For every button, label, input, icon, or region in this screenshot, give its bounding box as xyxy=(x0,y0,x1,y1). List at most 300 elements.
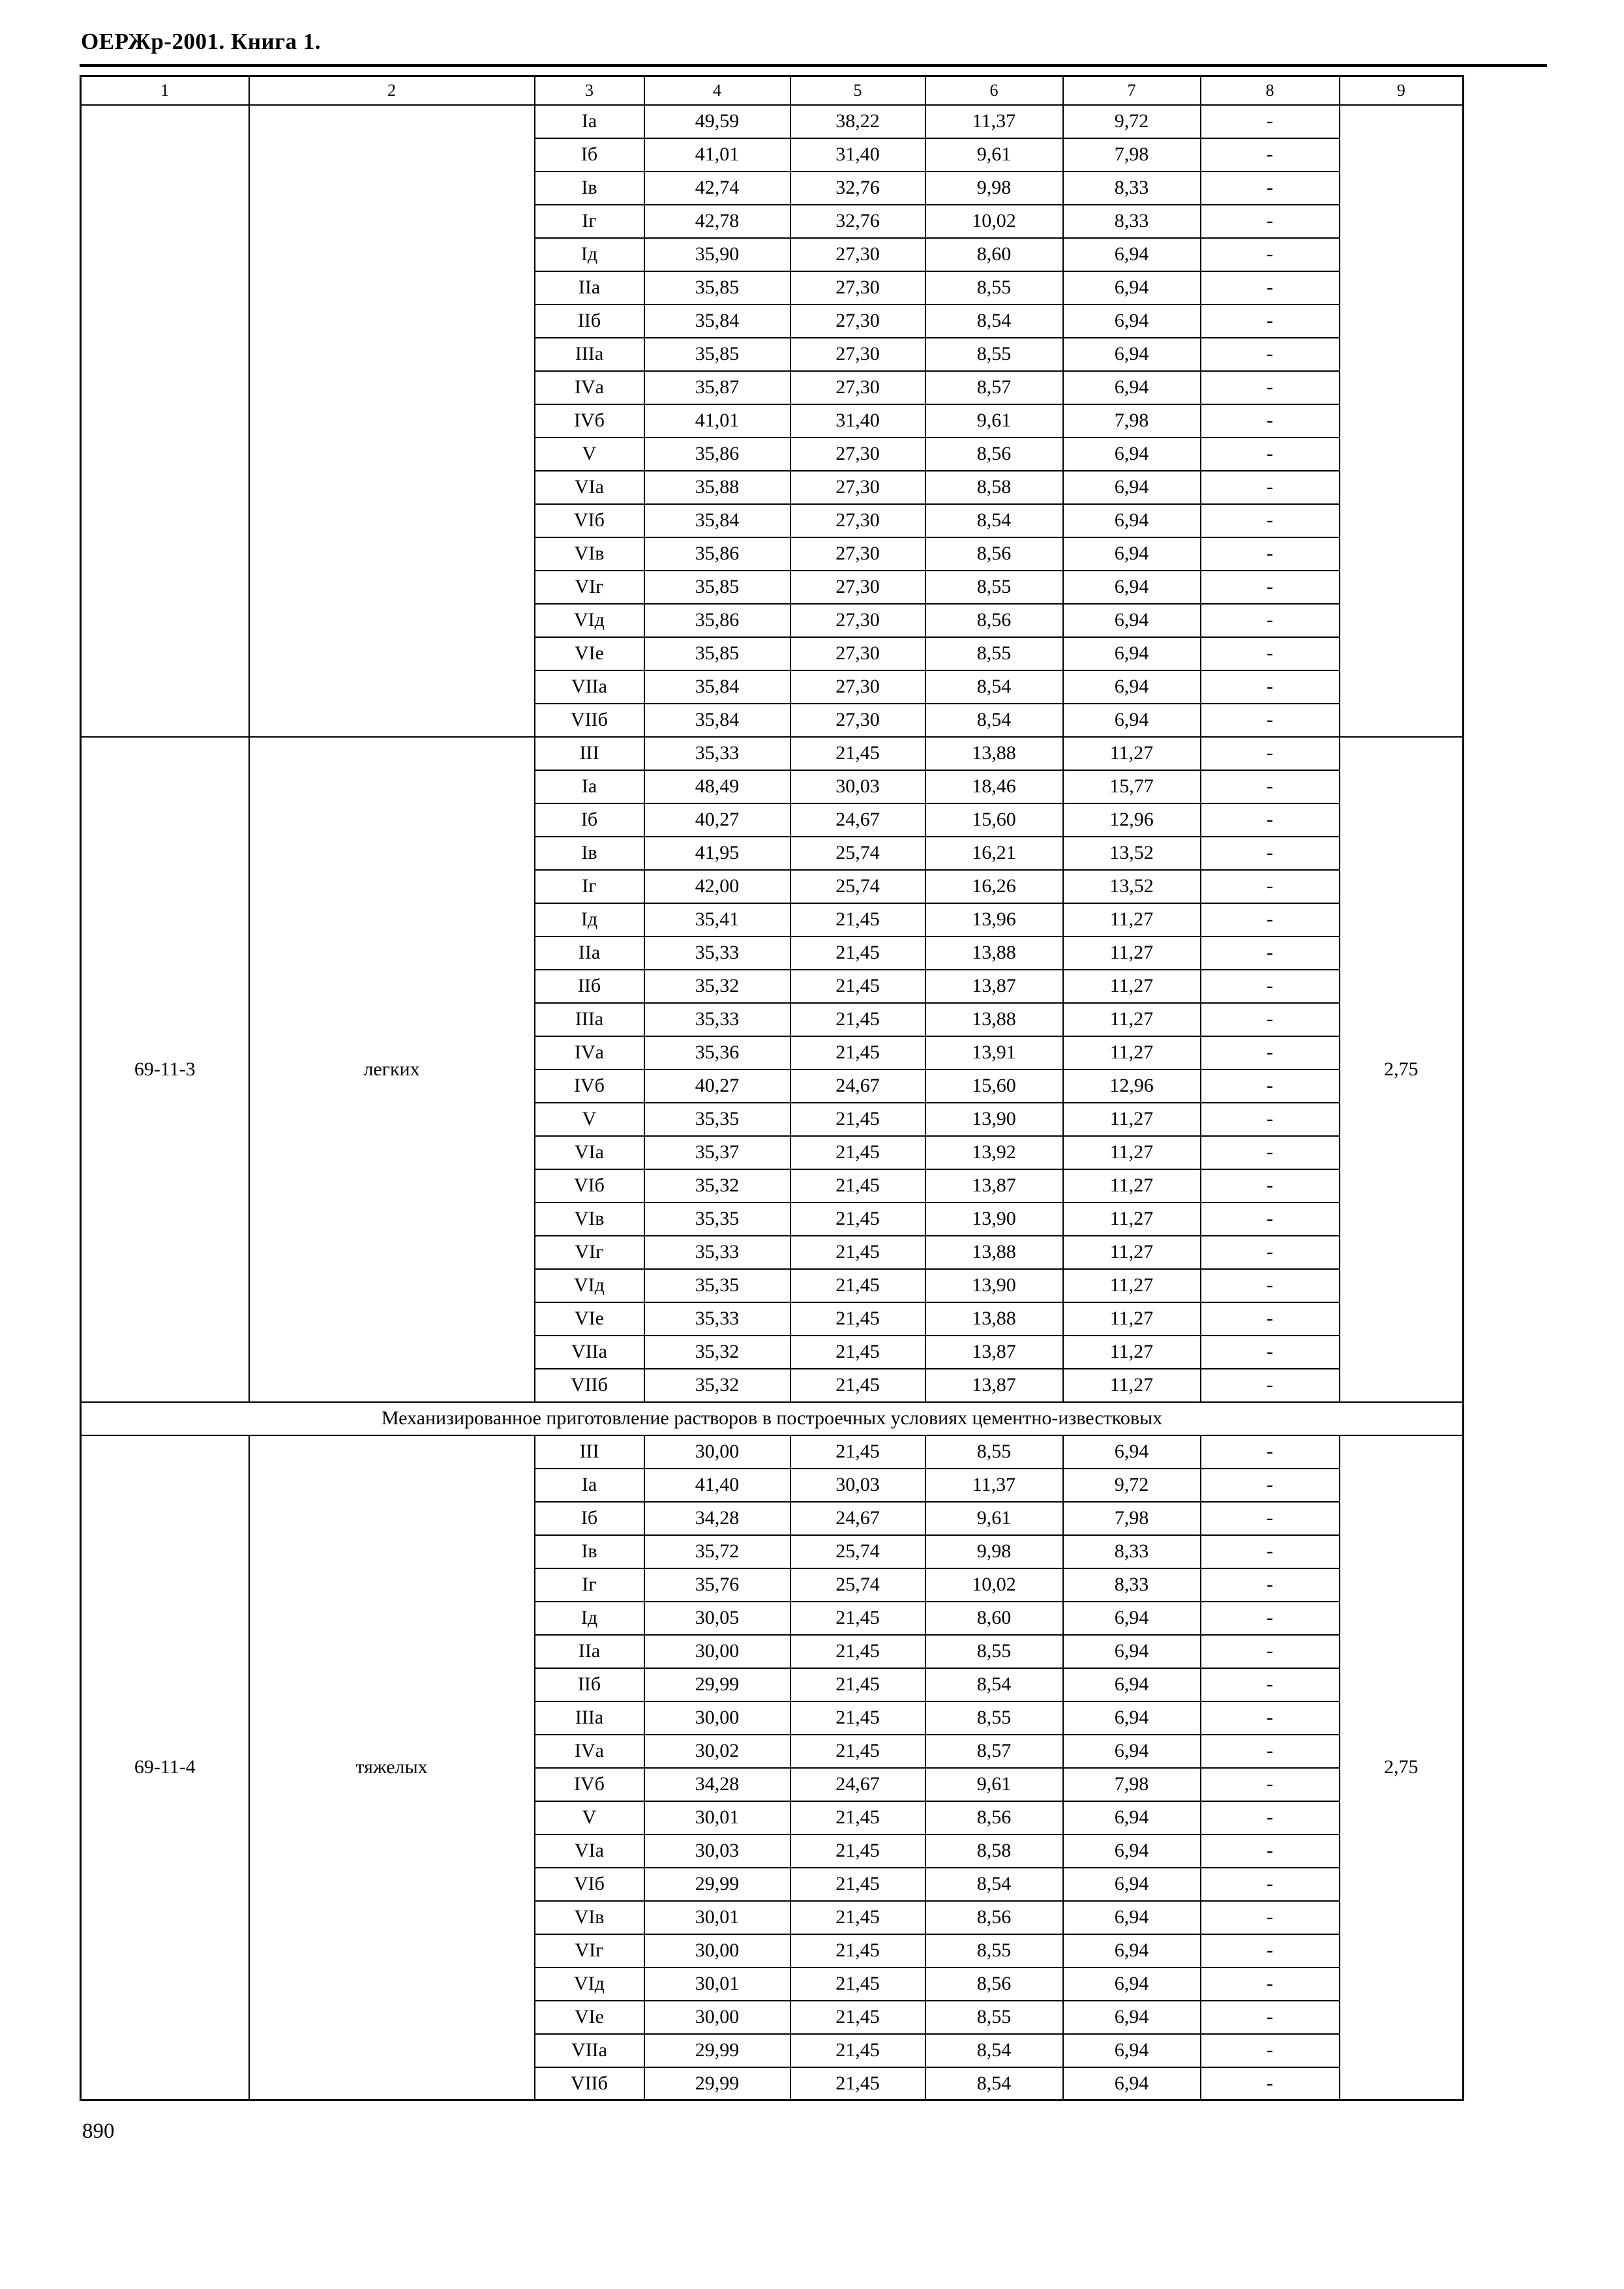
value-cell: 35,32 xyxy=(644,1169,790,1203)
separator-row xyxy=(81,1402,1464,1435)
value-cell: - xyxy=(1201,1103,1340,1136)
value-cell: 6,94 xyxy=(1063,471,1201,504)
value-cell: 8,55 xyxy=(925,637,1063,670)
value-cell: 21,45 xyxy=(790,1302,925,1336)
value-cell: 49,59 xyxy=(644,105,790,138)
value-cell: 6,94 xyxy=(1063,2034,1201,2067)
value-cell: 6,94 xyxy=(1063,1934,1201,1967)
name-cell: легких xyxy=(249,737,535,1402)
value-cell: 40,27 xyxy=(644,1070,790,1103)
value-cell: 13,90 xyxy=(925,1103,1063,1136)
value-cell: 35,32 xyxy=(644,970,790,1003)
value-cell: 13,92 xyxy=(925,1136,1063,1169)
value-cell: 18,46 xyxy=(925,770,1063,803)
value-cell: 21,45 xyxy=(790,1834,925,1868)
value-cell: 35,84 xyxy=(644,504,790,537)
value-cell: 35,72 xyxy=(644,1535,790,1568)
value-cell: - xyxy=(1201,238,1340,271)
value-cell: 12,96 xyxy=(1063,803,1201,837)
value-cell: 32,76 xyxy=(790,205,925,238)
value-cell: - xyxy=(1201,936,1340,970)
header-rule xyxy=(80,64,1547,67)
value-cell: 30,03 xyxy=(790,770,925,803)
value-cell: 35,37 xyxy=(644,1136,790,1169)
value-cell: 41,40 xyxy=(644,1469,790,1502)
name-cell xyxy=(249,105,535,737)
value-cell: 35,33 xyxy=(644,936,790,970)
value-cell: 6,94 xyxy=(1063,504,1201,537)
factor-cell xyxy=(1340,105,1464,737)
value-cell: 30,02 xyxy=(644,1735,790,1768)
zone-cell: VIIб xyxy=(535,2067,644,2101)
column-number-cell: 4 xyxy=(644,76,790,105)
value-cell: 21,45 xyxy=(790,1668,925,1701)
zone-cell: VIд xyxy=(535,604,644,637)
value-cell: 35,85 xyxy=(644,637,790,670)
column-number-cell: 2 xyxy=(249,76,535,105)
zone-cell: IIб xyxy=(535,970,644,1003)
value-cell: 6,94 xyxy=(1063,1834,1201,1868)
zone-cell: IIа xyxy=(535,271,644,305)
value-cell: 11,37 xyxy=(925,105,1063,138)
zone-cell: VIг xyxy=(535,1236,644,1269)
value-cell: - xyxy=(1201,1003,1340,1036)
value-cell: 27,30 xyxy=(790,670,925,704)
value-cell: 35,35 xyxy=(644,1203,790,1236)
value-cell: 6,94 xyxy=(1063,1602,1201,1635)
value-cell: 6,94 xyxy=(1063,371,1201,404)
value-cell: 6,94 xyxy=(1063,1901,1201,1934)
value-cell: 21,45 xyxy=(790,2067,925,2101)
value-cell: - xyxy=(1201,1602,1340,1635)
zone-cell: IVа xyxy=(535,1036,644,1070)
value-cell: 13,52 xyxy=(1063,870,1201,903)
zone-cell: VIв xyxy=(535,1203,644,1236)
value-cell: 16,21 xyxy=(925,837,1063,870)
zone-cell: VIIб xyxy=(535,704,644,737)
value-cell: 35,87 xyxy=(644,371,790,404)
value-cell: - xyxy=(1201,1768,1340,1801)
value-cell: - xyxy=(1201,1435,1340,1469)
value-cell: 8,60 xyxy=(925,1602,1063,1635)
zone-cell: IVа xyxy=(535,1735,644,1768)
value-cell: 40,27 xyxy=(644,803,790,837)
value-cell: 6,94 xyxy=(1063,438,1201,471)
value-cell: 27,30 xyxy=(790,637,925,670)
zone-cell: Iд xyxy=(535,238,644,271)
value-cell: 6,94 xyxy=(1063,271,1201,305)
value-cell: - xyxy=(1201,770,1340,803)
value-cell: 13,87 xyxy=(925,1169,1063,1203)
value-cell: 8,54 xyxy=(925,670,1063,704)
value-cell: 21,45 xyxy=(790,1735,925,1768)
value-cell: - xyxy=(1201,438,1340,471)
value-cell: - xyxy=(1201,737,1340,770)
value-cell: - xyxy=(1201,604,1340,637)
value-cell: 8,56 xyxy=(925,1967,1063,2001)
value-cell: 12,96 xyxy=(1063,1070,1201,1103)
value-cell: 6,94 xyxy=(1063,1735,1201,1768)
value-cell: 7,98 xyxy=(1063,138,1201,172)
separator-cell: Механизированное приготовление растворов в построечных условиях цементно-известковых xyxy=(81,1402,1464,1435)
value-cell: - xyxy=(1201,1568,1340,1602)
value-cell: - xyxy=(1201,371,1340,404)
value-cell: 16,26 xyxy=(925,870,1063,903)
zone-cell: IVб xyxy=(535,404,644,438)
zone-cell: IIб xyxy=(535,1668,644,1701)
zone-cell: Iд xyxy=(535,903,644,936)
value-cell: 13,90 xyxy=(925,1203,1063,1236)
zone-cell: VIб xyxy=(535,504,644,537)
value-cell: 8,54 xyxy=(925,1868,1063,1901)
value-cell: 29,99 xyxy=(644,2067,790,2101)
zone-cell: III xyxy=(535,737,644,770)
zone-cell: VIб xyxy=(535,1868,644,1901)
zone-cell: VIIа xyxy=(535,1336,644,1369)
value-cell: - xyxy=(1201,1635,1340,1668)
value-cell: - xyxy=(1201,803,1340,837)
value-cell: 27,30 xyxy=(790,338,925,371)
value-cell: - xyxy=(1201,2034,1340,2067)
value-cell: 13,96 xyxy=(925,903,1063,936)
zone-cell: IIIа xyxy=(535,1003,644,1036)
value-cell: 8,33 xyxy=(1063,1568,1201,1602)
zone-cell: VIа xyxy=(535,471,644,504)
value-cell: - xyxy=(1201,1701,1340,1735)
zone-cell: VIв xyxy=(535,537,644,571)
code-cell: 69-11-4 xyxy=(81,1435,249,2101)
zone-cell: III xyxy=(535,1435,644,1469)
value-cell: 29,99 xyxy=(644,1668,790,1701)
value-cell: 30,00 xyxy=(644,1934,790,1967)
value-cell: - xyxy=(1201,537,1340,571)
zone-cell: IIб xyxy=(535,305,644,338)
value-cell: 27,30 xyxy=(790,471,925,504)
value-cell: 21,45 xyxy=(790,1934,925,1967)
value-cell: 34,28 xyxy=(644,1768,790,1801)
value-cell: - xyxy=(1201,1901,1340,1934)
zone-cell: VIд xyxy=(535,1269,644,1302)
value-cell: 11,27 xyxy=(1063,1203,1201,1236)
value-cell: - xyxy=(1201,1269,1340,1302)
value-cell: 32,76 xyxy=(790,172,925,205)
zone-cell: VIг xyxy=(535,1934,644,1967)
value-cell: - xyxy=(1201,1036,1340,1070)
zone-cell: IVб xyxy=(535,1768,644,1801)
zone-cell: Iа xyxy=(535,770,644,803)
value-cell: - xyxy=(1201,1668,1340,1701)
value-cell: - xyxy=(1201,1834,1340,1868)
value-cell: 8,54 xyxy=(925,704,1063,737)
value-cell: 8,57 xyxy=(925,1735,1063,1768)
value-cell: 27,30 xyxy=(790,604,925,637)
value-cell: 9,61 xyxy=(925,404,1063,438)
value-cell: 24,67 xyxy=(790,803,925,837)
value-cell: - xyxy=(1201,1801,1340,1834)
value-cell: - xyxy=(1201,1868,1340,1901)
value-cell: 6,94 xyxy=(1063,238,1201,271)
value-cell: - xyxy=(1201,138,1340,172)
value-cell: 24,67 xyxy=(790,1502,925,1535)
value-cell: 7,98 xyxy=(1063,404,1201,438)
value-cell: 8,56 xyxy=(925,1901,1063,1934)
value-cell: 21,45 xyxy=(790,1701,925,1735)
value-cell: - xyxy=(1201,1369,1340,1402)
value-cell: - xyxy=(1201,870,1340,903)
value-cell: 21,45 xyxy=(790,2034,925,2067)
summary-row xyxy=(81,737,1464,770)
value-cell: 9,61 xyxy=(925,138,1063,172)
value-cell: 13,91 xyxy=(925,1036,1063,1070)
zone-cell: V xyxy=(535,438,644,471)
value-cell: 13,87 xyxy=(925,970,1063,1003)
value-cell: 30,00 xyxy=(644,1701,790,1735)
value-cell: 35,84 xyxy=(644,704,790,737)
value-cell: 31,40 xyxy=(790,404,925,438)
value-cell: 42,78 xyxy=(644,205,790,238)
value-cell: - xyxy=(1201,1502,1340,1535)
value-cell: 27,30 xyxy=(790,438,925,471)
value-cell: 25,74 xyxy=(790,870,925,903)
zone-cell: IIа xyxy=(535,936,644,970)
column-number-cell: 3 xyxy=(535,76,644,105)
value-cell: - xyxy=(1201,903,1340,936)
value-cell: 35,88 xyxy=(644,471,790,504)
value-cell: 8,33 xyxy=(1063,1535,1201,1568)
zone-cell: VIв xyxy=(535,1901,644,1934)
value-cell: 35,86 xyxy=(644,438,790,471)
value-cell: 35,33 xyxy=(644,1236,790,1269)
value-cell: - xyxy=(1201,704,1340,737)
value-cell: 21,45 xyxy=(790,1868,925,1901)
document-title: ОЕРЖр-2001. Книга 1. xyxy=(81,29,322,54)
value-cell: 25,74 xyxy=(790,1535,925,1568)
zone-cell: V xyxy=(535,1103,644,1136)
zone-cell: VIа xyxy=(535,1834,644,1868)
value-cell: 21,45 xyxy=(790,1435,925,1469)
value-cell: 27,30 xyxy=(790,238,925,271)
value-cell: - xyxy=(1201,970,1340,1003)
factor-cell: 2,75 xyxy=(1340,1435,1464,2101)
value-cell: 8,60 xyxy=(925,238,1063,271)
value-cell: 30,00 xyxy=(644,2001,790,2034)
value-cell: 9,98 xyxy=(925,1535,1063,1568)
value-cell: 21,45 xyxy=(790,1036,925,1070)
value-cell: 21,45 xyxy=(790,2001,925,2034)
value-cell: 15,60 xyxy=(925,803,1063,837)
value-cell: - xyxy=(1201,1236,1340,1269)
value-cell: 35,32 xyxy=(644,1336,790,1369)
value-cell: 11,27 xyxy=(1063,1236,1201,1269)
value-cell: - xyxy=(1201,837,1340,870)
value-cell: 13,87 xyxy=(925,1369,1063,1402)
value-cell: 21,45 xyxy=(790,970,925,1003)
value-cell: 35,86 xyxy=(644,537,790,571)
value-cell: 21,45 xyxy=(790,936,925,970)
value-cell: 8,54 xyxy=(925,1668,1063,1701)
value-cell: 15,60 xyxy=(925,1070,1063,1103)
value-cell: - xyxy=(1201,105,1340,138)
summary-row xyxy=(81,1435,1464,1469)
value-cell: 13,87 xyxy=(925,1336,1063,1369)
value-cell: 35,86 xyxy=(644,604,790,637)
value-cell: 27,30 xyxy=(790,371,925,404)
column-number-cell: 9 xyxy=(1340,76,1464,105)
column-number-cell: 5 xyxy=(790,76,925,105)
column-number-cell: 8 xyxy=(1201,76,1340,105)
value-cell: 13,52 xyxy=(1063,837,1201,870)
value-cell: 8,58 xyxy=(925,471,1063,504)
factor-cell: 2,75 xyxy=(1340,737,1464,1402)
value-cell: - xyxy=(1201,1136,1340,1169)
value-cell: 8,56 xyxy=(925,604,1063,637)
value-cell: 13,88 xyxy=(925,737,1063,770)
value-cell: 31,40 xyxy=(790,138,925,172)
value-cell: 21,45 xyxy=(790,1203,925,1236)
value-cell: 6,94 xyxy=(1063,537,1201,571)
value-cell: - xyxy=(1201,670,1340,704)
value-cell: - xyxy=(1201,1469,1340,1502)
value-cell: 35,33 xyxy=(644,737,790,770)
value-cell: 35,35 xyxy=(644,1103,790,1136)
value-cell: 21,45 xyxy=(790,1336,925,1369)
value-cell: - xyxy=(1201,504,1340,537)
code-cell: 69-11-3 xyxy=(81,737,249,1402)
value-cell: 11,27 xyxy=(1063,970,1201,1003)
value-cell: 9,98 xyxy=(925,172,1063,205)
value-cell: 21,45 xyxy=(790,737,925,770)
column-number-row xyxy=(81,76,1464,105)
zone-cell: Iг xyxy=(535,1568,644,1602)
zone-cell: Iб xyxy=(535,138,644,172)
value-cell: - xyxy=(1201,471,1340,504)
value-cell: 11,27 xyxy=(1063,1103,1201,1136)
value-cell: 11,27 xyxy=(1063,1036,1201,1070)
value-cell: - xyxy=(1201,1967,1340,2001)
value-cell: 27,30 xyxy=(790,704,925,737)
value-cell: 11,27 xyxy=(1063,1302,1201,1336)
value-cell: 35,76 xyxy=(644,1568,790,1602)
value-cell: 8,33 xyxy=(1063,172,1201,205)
norms-table xyxy=(80,75,1464,2101)
value-cell: 42,00 xyxy=(644,870,790,903)
value-cell: 21,45 xyxy=(790,1103,925,1136)
value-cell: 6,94 xyxy=(1063,1801,1201,1834)
value-cell: 10,02 xyxy=(925,1568,1063,1602)
value-cell: 13,90 xyxy=(925,1269,1063,1302)
value-cell: 11,27 xyxy=(1063,1269,1201,1302)
value-cell: 21,45 xyxy=(790,1801,925,1834)
value-cell: 10,02 xyxy=(925,205,1063,238)
value-cell: 13,88 xyxy=(925,1302,1063,1336)
value-cell: 8,58 xyxy=(925,1834,1063,1868)
value-cell: 29,99 xyxy=(644,2034,790,2067)
value-cell: 6,94 xyxy=(1063,637,1201,670)
value-cell: 25,74 xyxy=(790,1568,925,1602)
value-cell: 30,03 xyxy=(790,1469,925,1502)
name-cell: тяжелых xyxy=(249,1435,535,2101)
value-cell: - xyxy=(1201,205,1340,238)
value-cell: 38,22 xyxy=(790,105,925,138)
value-cell: - xyxy=(1201,1336,1340,1369)
value-cell: 41,01 xyxy=(644,404,790,438)
zone-cell: VIг xyxy=(535,571,644,604)
zone-cell: VIд xyxy=(535,1967,644,2001)
value-cell: 6,94 xyxy=(1063,2067,1201,2101)
value-cell: 35,85 xyxy=(644,338,790,371)
value-cell: 8,54 xyxy=(925,504,1063,537)
value-cell: 8,56 xyxy=(925,537,1063,571)
value-cell: - xyxy=(1201,1934,1340,1967)
value-cell: - xyxy=(1201,1203,1340,1236)
value-cell: 8,55 xyxy=(925,1934,1063,1967)
value-cell: 8,56 xyxy=(925,1801,1063,1834)
zone-cell: IIIа xyxy=(535,338,644,371)
value-cell: 8,55 xyxy=(925,1701,1063,1735)
value-cell: 30,00 xyxy=(644,1635,790,1668)
value-cell: 13,88 xyxy=(925,1003,1063,1036)
value-cell: - xyxy=(1201,404,1340,438)
value-cell: - xyxy=(1201,2001,1340,2034)
value-cell: 42,74 xyxy=(644,172,790,205)
value-cell: 13,88 xyxy=(925,1236,1063,1269)
value-cell: 21,45 xyxy=(790,1635,925,1668)
value-cell: 27,30 xyxy=(790,537,925,571)
value-cell: 8,55 xyxy=(925,271,1063,305)
value-cell: 21,45 xyxy=(790,1369,925,1402)
value-cell: 21,45 xyxy=(790,1967,925,2001)
value-cell: 21,45 xyxy=(790,1236,925,1269)
column-number-cell: 6 xyxy=(925,76,1063,105)
value-cell: - xyxy=(1201,1070,1340,1103)
value-cell: - xyxy=(1201,338,1340,371)
zone-cell: VIа xyxy=(535,1136,644,1169)
value-cell: 6,94 xyxy=(1063,604,1201,637)
zone-cell: VIб xyxy=(535,1169,644,1203)
value-cell: 8,55 xyxy=(925,2001,1063,2034)
value-cell: 30,01 xyxy=(644,1801,790,1834)
value-cell: 8,56 xyxy=(925,438,1063,471)
zone-cell: Iа xyxy=(535,105,644,138)
code-cell xyxy=(81,105,249,737)
value-cell: 6,94 xyxy=(1063,1635,1201,1668)
value-cell: 6,94 xyxy=(1063,571,1201,604)
value-cell: 27,30 xyxy=(790,271,925,305)
zone-cell: Iа xyxy=(535,1469,644,1502)
value-cell: 11,27 xyxy=(1063,936,1201,970)
value-cell: 21,45 xyxy=(790,1901,925,1934)
value-cell: 11,27 xyxy=(1063,1169,1201,1203)
zone-cell: Iв xyxy=(535,172,644,205)
value-cell: 7,98 xyxy=(1063,1502,1201,1535)
zone-cell: IVа xyxy=(535,371,644,404)
zone-cell: Iг xyxy=(535,205,644,238)
value-cell: 35,32 xyxy=(644,1369,790,1402)
value-cell: 6,94 xyxy=(1063,1668,1201,1701)
zone-cell: IIIа xyxy=(535,1701,644,1735)
value-cell: 6,94 xyxy=(1063,1701,1201,1735)
value-cell: - xyxy=(1201,571,1340,604)
zone-cell: Iв xyxy=(535,1535,644,1568)
value-cell: 8,57 xyxy=(925,371,1063,404)
value-cell: 8,55 xyxy=(925,1435,1063,1469)
value-cell: - xyxy=(1201,172,1340,205)
value-cell: 6,94 xyxy=(1063,1435,1201,1469)
value-cell: 6,94 xyxy=(1063,1868,1201,1901)
value-cell: 6,94 xyxy=(1063,1967,1201,2001)
value-cell: 11,27 xyxy=(1063,1369,1201,1402)
value-cell: 35,33 xyxy=(644,1003,790,1036)
